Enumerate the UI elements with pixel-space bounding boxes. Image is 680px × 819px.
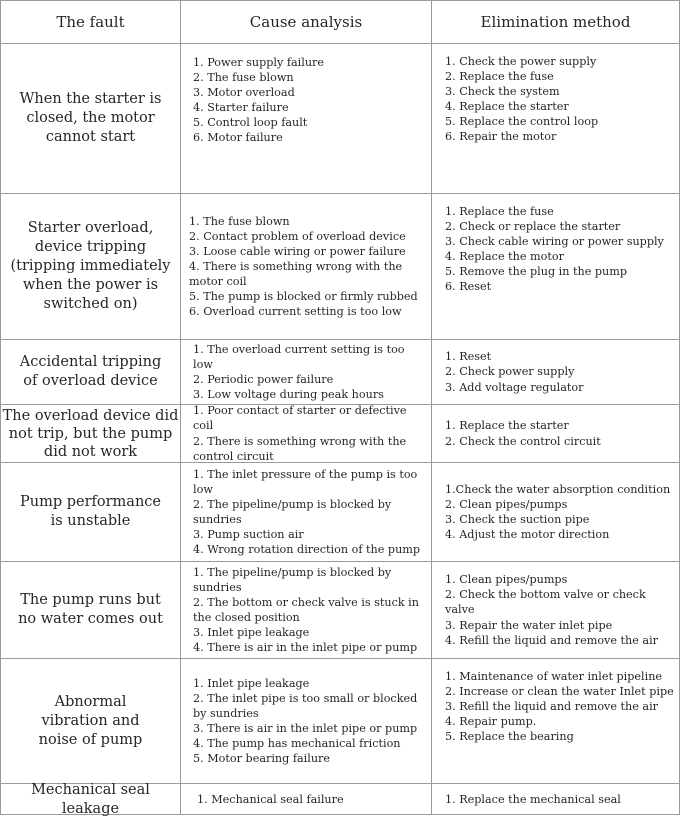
cause-item: 2. The pipeline/pump is blocked by sundries [193, 497, 392, 526]
cause-item: 1. The fuse blown [189, 214, 290, 228]
cause-item: 3. Motor overload [193, 86, 295, 100]
table-row [1, 783, 679, 815]
method-item: 1.Check the water absorption condition [445, 482, 671, 496]
cause-list [181, 44, 431, 193]
method-item: 1. Reset [445, 350, 492, 364]
cause-item: 4. There is something wrong with the motor coil [189, 259, 403, 289]
cause-item: 1. The inlet pressure of the pump is too low [193, 467, 418, 496]
method-list [432, 659, 679, 783]
method-list [432, 784, 679, 815]
method-list [432, 194, 679, 339]
method-item: 2. Check the control circuit [445, 434, 601, 448]
method-item: 2. Increase or clean the water Inlet pipe [445, 685, 674, 699]
method-item: 4. Replace the motor [445, 250, 564, 264]
table-row [1, 193, 679, 339]
cause-item: 4. The pump has mechanical friction [193, 737, 401, 751]
cause-list [181, 340, 431, 404]
cause-item: 3. Pump suction air [193, 528, 304, 542]
cause-item: 3. Low voltage during peak hours [193, 388, 384, 402]
method-item: 6. Repair the motor [445, 130, 557, 144]
cause-list [181, 405, 431, 462]
table-row [1, 43, 679, 193]
cause-item: 4. Starter failure [193, 101, 289, 115]
cause-item: 2. The fuse blown [193, 71, 294, 85]
cause-item: 6. Overload current setting is too low [189, 305, 402, 319]
method-item: 6. Reset [445, 280, 492, 294]
method-list [432, 562, 679, 658]
method-list [432, 44, 679, 193]
cause-item: 2. There is something wrong with the control circuit [193, 434, 407, 463]
table-row [1, 561, 679, 658]
method-item: 3. Refill the liquid and remove the air [445, 700, 659, 714]
method-item: 4. Adjust the motor direction [445, 528, 610, 542]
method-list [432, 340, 679, 404]
cause-item: 1. Mechanical seal failure [197, 792, 344, 806]
fault-label: Starter overload, device tripping (tripping immediately when the power is switched on) [10, 220, 171, 312]
cause-item: 2. The bottom or check valve is stuck in the closed position [193, 595, 419, 624]
cause-list [181, 194, 431, 339]
method-item: 4. Refill the liquid and remove the air [445, 633, 659, 647]
cause-item: 1. The overload current setting is too low [193, 342, 405, 371]
fault-label: The pump runs but no water comes out [18, 592, 163, 627]
fault-label: When the starter is closed, the motor cannot start [19, 91, 162, 145]
method-item: 1. Replace the mechanical seal [445, 792, 621, 806]
cause-item: 1. Poor contact of starter or defective coil [193, 404, 407, 433]
method-item: 1. Maintenance of water inlet pipeline [445, 670, 663, 683]
method-item: 2. Check the bottom valve or check valve [445, 588, 646, 617]
cause-list [181, 659, 431, 783]
method-item: 1. Replace the fuse [445, 205, 554, 218]
table-row [1, 339, 679, 404]
cause-list [181, 562, 431, 658]
method-item: 2. Check or replace the starter [445, 220, 621, 234]
method-item: 4. Replace the starter [445, 100, 569, 114]
method-item: 3. Repair the water inlet pipe [445, 618, 613, 632]
cause-item: 3. Inlet pipe leakage [193, 626, 310, 640]
method-item: 3. Check cable wiring or power supply [445, 235, 664, 249]
cause-item: 2. Periodic power failure [193, 373, 334, 386]
method-item: 1. Check the power supply [445, 55, 597, 68]
cause-item: 6. Motor failure [193, 131, 283, 145]
method-list [432, 463, 679, 561]
cause-item: 3. There is air in the inlet pipe or pump [193, 722, 418, 735]
cause-item: 4. There is air in the inlet pipe or pump [193, 641, 418, 655]
cause-item: 3. Loose cable wiring or power failure [189, 244, 406, 258]
method-item: 2. Replace the fuse [445, 70, 554, 84]
cause-list [181, 463, 431, 561]
method-item: 2. Clean pipes/pumps [445, 497, 568, 511]
cause-item: 2. Contact problem of overload device [189, 229, 406, 243]
method-item: 2. Check power supply [445, 365, 575, 379]
method-item: 3. Add voltage regulator [445, 380, 584, 394]
header-fault: The fault [56, 12, 125, 31]
cause-item: 4. Wrong rotation direction of the pump [193, 543, 421, 557]
cause-item: 5. The pump is blocked or firmly rubbed [189, 290, 418, 304]
cause-list [181, 784, 431, 815]
header-elimination-method: Elimination method [480, 12, 631, 31]
cause-item: 5. Motor bearing failure [193, 752, 330, 766]
fault-label: Mechanical seal leakage [31, 781, 150, 817]
cause-item: 2. The inlet pipe is too small or blocked by sundries [193, 691, 418, 720]
fault-label: Abnormal vibration and noise of pump [38, 693, 143, 748]
cause-item: 5. Control loop fault [193, 116, 308, 130]
table-header-row [1, 1, 679, 43]
method-item: 3. Check the suction pipe [445, 513, 590, 526]
method-item: 5. Replace the bearing [445, 730, 574, 744]
table-row [1, 658, 679, 783]
cause-item: 1. Inlet pipe leakage [193, 676, 310, 690]
cause-item: 1. Power supply failure [193, 56, 325, 69]
fault-label: The overload device did not trip, but the pump did not work [2, 407, 179, 460]
fault-label: Accidental tripping of overload device [19, 354, 162, 389]
method-item: 5. Remove the plug in the pump [445, 265, 628, 279]
cause-item: 1. The pipeline/pump is blocked by sundries [193, 565, 392, 594]
method-item: 1. Replace the starter [445, 419, 569, 433]
method-list [432, 405, 679, 462]
fault-label: Pump performance is unstable [20, 494, 161, 529]
method-item: 1. Clean pipes/pumps [445, 573, 568, 587]
method-item: 5. Replace the control loop [445, 115, 599, 129]
table-row [1, 404, 679, 462]
table-row [1, 462, 679, 561]
method-item: 4. Repair pump. [445, 715, 537, 729]
header-cause-analysis: Cause analysis [249, 12, 363, 31]
method-item: 3. Check the system [445, 85, 560, 99]
